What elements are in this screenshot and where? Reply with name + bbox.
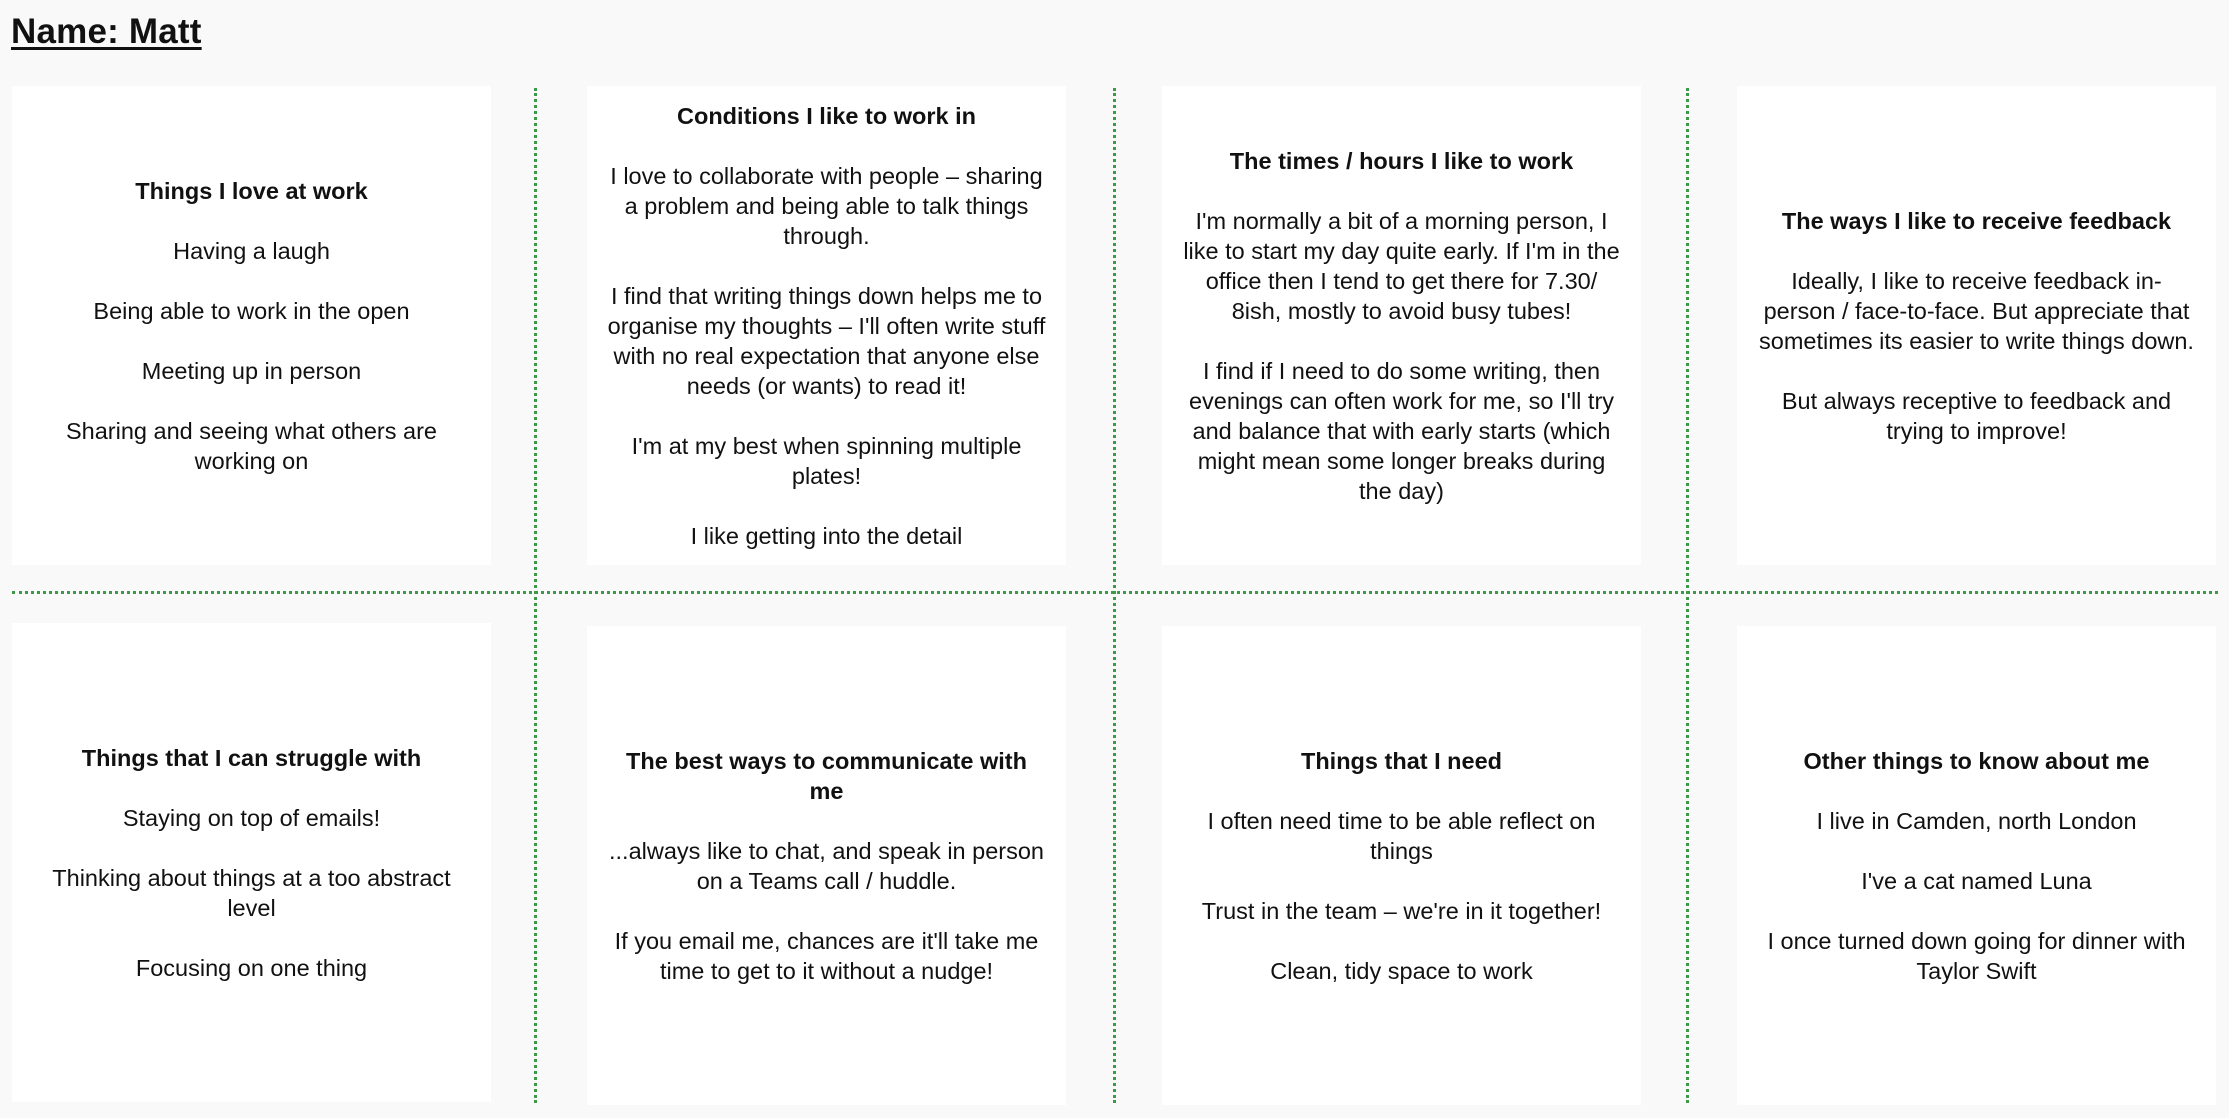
page-title: Name: Matt [11,12,202,51]
card-heading: Things that I need [1300,747,1503,774]
card-item: I love to collaborate with people – sharing a problem and being able to talk things through. [610,162,1043,249]
card-item: Ideally, I like to receive feedback in-person / face-to-face. But appreciate that sometimes its easier to write things down. [1759,267,2194,354]
vertical-divider-1 [534,88,537,1103]
card-needs [1162,626,1641,1105]
card-item: Staying on top of emails! [122,804,381,831]
card-heading: Other things to know about me [1803,747,2150,774]
card-item: If you email me, chances are it'll take me time to get to it without a nudge! [614,927,1039,984]
card-item: Being able to work in the open [93,297,410,324]
card-heading: The best ways to communicate with me [626,747,1027,804]
card-heading: Things that I can struggle with [81,744,422,771]
card-item: Focusing on one thing [135,954,368,981]
card-item: Meeting up in person [141,357,362,384]
card-item: I live in Camden, north London [1816,807,2137,834]
card-item: I find if I need to do some writing, then evenings can often work for me, so I'll try and balance that with early starts (which might mean some longer breaks during the day) [1188,357,1615,504]
card-item: Sharing and seeing what others are working on [65,417,438,474]
card-item: I'm normally a bit of a morning person, I like to start my day quite early. If I'm in the office then I tend to get there for 7.30/ 8ish, mostly to avoid busy tubes! [1183,207,1620,324]
vertical-divider-2 [1113,88,1116,1103]
card-heading: Things I love at work [135,177,368,204]
card-item: Clean, tidy space to work [1270,957,1533,984]
card-item: Thinking about things at a too abstract level [52,864,451,921]
card-item: I've a cat named Luna [1861,867,2092,894]
card-struggles [12,623,491,1102]
card-item: Having a laugh [173,237,330,264]
card-other-things [1737,626,2216,1105]
card-item: I find that writing things down helps me to organise my thoughts – I'll often write stuff with no real expectation that anyone else needs (or wants) to read it! [607,282,1046,399]
card-item: ...always like to chat, and speak in person on a Teams call / huddle. [609,837,1044,894]
card-item: I'm at my best when spinning multiple plates! [631,432,1022,489]
card-heading: The ways I like to receive feedback [1781,207,2172,234]
card-item: I often need time to be able reflect on things [1207,807,1596,864]
card-work-conditions [587,86,1066,565]
card-working-hours [1162,86,1641,565]
card-heading: The times / hours I like to work [1229,147,1574,174]
card-item: Trust in the team – we're in it together! [1201,897,1602,924]
card-heading: Conditions I like to work in [677,102,976,129]
vertical-divider-3 [1686,88,1689,1103]
card-item: I once turned down going for dinner with Taylor Swift [1767,927,2186,984]
card-item: But always receptive to feedback and trying to improve! [1781,387,2172,444]
card-item: I like getting into the detail [690,522,963,549]
card-things-i-love [12,86,491,565]
card-feedback [1737,86,2216,565]
card-communication [587,626,1066,1105]
